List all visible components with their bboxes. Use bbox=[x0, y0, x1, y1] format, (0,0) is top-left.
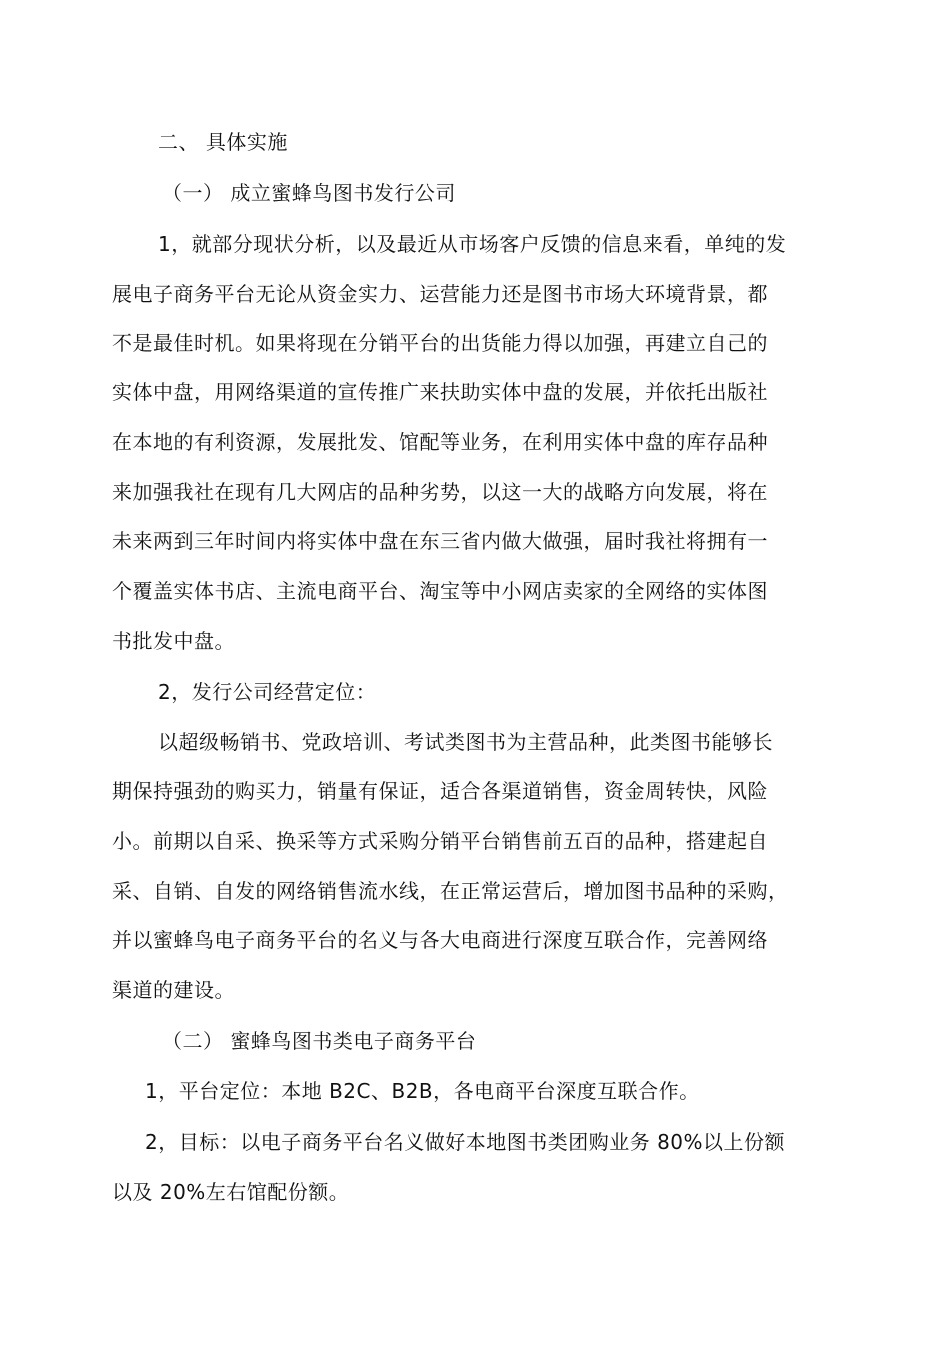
paragraph-line: 未来两到三年时间内将实体中盘在东三省内做大做强，届时我社将拥有一 bbox=[112, 529, 768, 553]
paragraph-line: 1，就部分现状分析，以及最近从市场客户反馈的信息来看，单纯的发 bbox=[158, 232, 787, 256]
paragraph-line: 并以蜜蜂鸟电子商务平台的名义与各大电商进行深度互联合作，完善网络 bbox=[112, 928, 768, 952]
paragraph-line: 实体中盘，用网络渠道的宣传推广来扶助实体中盘的发展，并依托出版社 bbox=[112, 380, 768, 404]
paragraph-line: 书批发中盘。 bbox=[112, 629, 235, 653]
subheading-ecommerce-platform: （二） 蜜蜂鸟图书类电子商务平台 bbox=[162, 1029, 477, 1053]
subheading-establish-company: （一） 成立蜜蜂鸟图书发行公司 bbox=[162, 181, 456, 205]
paragraph-line: 展电子商务平台无论从资金实力、运营能力还是图书市场大环境背景，都 bbox=[112, 282, 768, 306]
section-heading: 二、 具体实施 bbox=[158, 130, 288, 154]
paragraph-line: 以超级畅销书、党政培训、考试类图书为主营品种，此类图书能够长 bbox=[158, 730, 773, 754]
paragraph-line: 在本地的有利资源，发展批发、馆配等业务，在利用实体中盘的库存品种 bbox=[112, 430, 768, 454]
paragraph-line: 个覆盖实体书店、主流电商平台、淘宝等中小网店卖家的全网络的实体图 bbox=[112, 579, 768, 603]
paragraph-line: 不是最佳时机。如果将现在分销平台的出货能力得以加强，再建立自己的 bbox=[112, 331, 768, 355]
paragraph-line: 渠道的建设。 bbox=[112, 978, 235, 1002]
paragraph-line: 采、自销、自发的网络销售流水线，在正常运营后，增加图书品种的采购， bbox=[112, 879, 789, 903]
paragraph-line: 小。前期以自采、换采等方式采购分销平台销售前五百的品种，搭建起自 bbox=[112, 829, 768, 853]
point-2-title: 2，发行公司经营定位： bbox=[158, 680, 377, 704]
point-goal: 2，目标：以电子商务平台名义做好本地图书类团购业务 80%以上份额 bbox=[145, 1130, 786, 1154]
point-platform-positioning: 1，平台定位：本地 B2C、B2B，各电商平台深度互联合作。 bbox=[145, 1079, 700, 1103]
paragraph-line: 来加强我社在现有几大网店的品种劣势，以这一大的战略方向发展，将在 bbox=[112, 480, 768, 504]
paragraph-line: 期保持强劲的购买力，销量有保证，适合各渠道销售，资金周转快，风险 bbox=[112, 779, 768, 803]
point-goal-continued: 以及 20%左右馆配份额。 bbox=[112, 1180, 350, 1204]
